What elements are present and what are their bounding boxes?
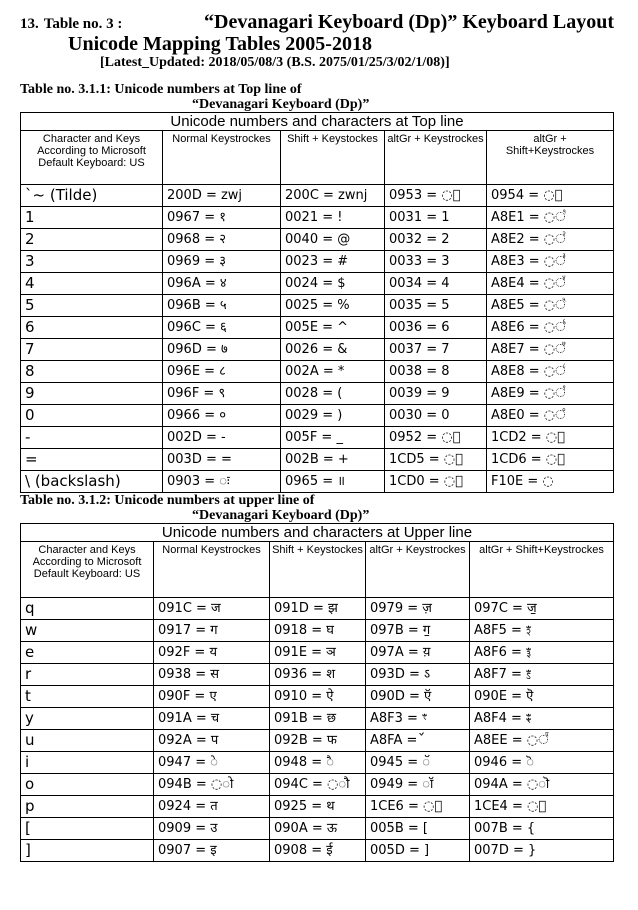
table-row (21, 752, 614, 774)
key-cell: 4 (21, 273, 163, 295)
shift-cell: 0908 = ई (270, 840, 366, 862)
key-cell: 9 (21, 383, 163, 405)
shift-cell: 0936 = श (270, 664, 366, 686)
shift-cell: 094C = ◌ौ (270, 774, 366, 796)
shift-cell: 091E = ञ (270, 642, 366, 664)
normal-cell: 0909 = उ (154, 818, 270, 840)
altgr-shift-cell: A8F5 = ꣵ (470, 620, 614, 642)
normal-cell: 091C = ज (154, 598, 270, 620)
shift-cell: 0925 = थ (270, 796, 366, 818)
table1-caption-line2: “Devanagari Keyboard (Dp)” (192, 97, 370, 112)
table-upper-line (20, 523, 614, 862)
altgr-shift-cell: 1CD2 = ◌᳒ (487, 427, 614, 449)
normal-cell: 0917 = ग (154, 620, 270, 642)
key-cell: 7 (21, 339, 163, 361)
table-row (21, 317, 614, 339)
altgr-shift-cell: 097C = ज॒ (470, 598, 614, 620)
table-row (21, 405, 614, 427)
title-text-line1: “Devanagari Keyboard (Dp)” Keyboard Layout (204, 11, 614, 33)
key-cell: 5 (21, 295, 163, 317)
altgr-shift-cell: F10E = ◌ (487, 471, 614, 493)
altgr-shift-cell: A8E1 = ◌꣡ (487, 207, 614, 229)
document-page (20, 12, 614, 862)
altgr-cell: 1CE6 = ◌᳦ (366, 796, 470, 818)
altgr-cell: 0032 = 2 (385, 229, 487, 251)
key-cell: \ (backslash) (21, 471, 163, 493)
altgr-shift-cell: 1CD6 = ◌᳖ (487, 449, 614, 471)
altgr-cell: 0030 = 0 (385, 405, 487, 427)
normal-cell: 094B = ◌ो (154, 774, 270, 796)
normal-cell: 092F = य (154, 642, 270, 664)
shift-cell: 005F = _ (281, 427, 385, 449)
table2-title: Unicode numbers and characters at Upper line (21, 524, 614, 542)
table-row (21, 774, 614, 796)
shift-cell: 092B = फ (270, 730, 366, 752)
table-row (21, 818, 614, 840)
table-row (21, 251, 614, 273)
table-row (21, 207, 614, 229)
table-row (21, 273, 614, 295)
key-cell: u (21, 730, 154, 752)
normal-cell: 200D = zwj (163, 185, 281, 207)
altgr-cell: 0034 = 4 (385, 273, 487, 295)
altgr-shift-cell: 0946 = ◌ॆ (470, 752, 614, 774)
key-cell: p (21, 796, 154, 818)
table2-caption-line2: “Devanagari Keyboard (Dp)” (192, 508, 370, 523)
shift-cell: 200C = zwnj (281, 185, 385, 207)
altgr-shift-cell: 0954 = ◌॔ (487, 185, 614, 207)
normal-cell: 096F = ९ (163, 383, 281, 405)
altgr-cell: 005B = [ (366, 818, 470, 840)
normal-cell: 0924 = त (154, 796, 270, 818)
altgr-cell: 0036 = 6 (385, 317, 487, 339)
doc-title-line1 (20, 12, 614, 34)
altgr-cell: 097A = य़ (366, 642, 470, 664)
normal-cell: 0938 = स (154, 664, 270, 686)
key-cell: y (21, 708, 154, 730)
table-row (21, 730, 614, 752)
table-row (21, 383, 614, 405)
altgr-shift-cell: A8E9 = ◌꣩ (487, 383, 614, 405)
table1-header-normal: Normal Keystrockes (163, 131, 281, 185)
key-cell: 1 (21, 207, 163, 229)
table1-body (21, 185, 614, 493)
shift-cell: 005E = ^ (281, 317, 385, 339)
table1-header-key: Character and Keys According to Microsoft Default Keyboard: US (21, 131, 163, 185)
normal-cell: 096B = ५ (163, 295, 281, 317)
key-cell: `~ (Tilde) (21, 185, 163, 207)
altgr-cell: 0037 = 7 (385, 339, 487, 361)
title-table-label: Table no. 3 : (43, 16, 123, 32)
key-cell: e (21, 642, 154, 664)
table1-caption-line1: Table no. 3.1.1: Unicode numbers at Top line of (20, 82, 302, 97)
altgr-cell: 0035 = 5 (385, 295, 487, 317)
altgr-shift-cell: A8E4 = ◌꣤ (487, 273, 614, 295)
altgr-shift-cell: A8E8 = ◌꣨ (487, 361, 614, 383)
altgr-shift-cell: 1CE4 = ◌᳤ (470, 796, 614, 818)
altgr-cell: 0039 = 9 (385, 383, 487, 405)
altgr-cell: 093D = ऽ (366, 664, 470, 686)
altgr-shift-cell: 007D = } (470, 840, 614, 862)
altgr-shift-cell: A8E2 = ◌꣢ (487, 229, 614, 251)
title-number: 13. (20, 16, 39, 32)
normal-cell: 0947 = ◌े (154, 752, 270, 774)
shift-cell: 0948 = ◌ै (270, 752, 366, 774)
table2-body (21, 598, 614, 862)
table-row (21, 796, 614, 818)
key-cell: i (21, 752, 154, 774)
altgr-shift-cell: A8F7 = ꣷ (470, 664, 614, 686)
altgr-shift-cell: A8E0 = ◌꣠ (487, 405, 614, 427)
key-cell: 8 (21, 361, 163, 383)
normal-cell: 0966 = ० (163, 405, 281, 427)
table-top-line (20, 112, 614, 493)
normal-cell: 0903 = ◌ः (163, 471, 281, 493)
key-cell: 2 (21, 229, 163, 251)
key-cell: [ (21, 818, 154, 840)
table1-header-altgr-shift: altGr + Shift+Keystrockes (487, 131, 614, 185)
shift-cell: 0965 = ॥ (281, 471, 385, 493)
key-cell: r (21, 664, 154, 686)
altgr-shift-cell: A8E3 = ◌꣣ (487, 251, 614, 273)
table1-header-shift: Shift + Keystockes (281, 131, 385, 185)
normal-cell: 092A = प (154, 730, 270, 752)
shift-cell: 091B = छ (270, 708, 366, 730)
altgr-cell: A8FA = ꣺ (366, 730, 470, 752)
last-updated: [Latest_Updated: 2018/05/08/3 (B.S. 2075/01/25/3/02/1/08)] (100, 55, 450, 70)
altgr-cell: 1CD0 = ◌᳐ (385, 471, 487, 493)
altgr-cell: 0949 = ◌ॉ (366, 774, 470, 796)
altgr-shift-cell: A8F6 = ꣶ (470, 642, 614, 664)
altgr-cell: 0033 = 3 (385, 251, 487, 273)
key-cell: o (21, 774, 154, 796)
doc-title-line2: Unicode Mapping Tables 2005-2018 (68, 33, 372, 55)
altgr-shift-cell: 094A = ◌ॊ (470, 774, 614, 796)
table-row (21, 339, 614, 361)
normal-cell: 0969 = ३ (163, 251, 281, 273)
altgr-cell: 0953 = ◌॓ (385, 185, 487, 207)
table-row (21, 295, 614, 317)
altgr-cell: A8F3 = ꣳ (366, 708, 470, 730)
shift-cell: 0910 = ऐ (270, 686, 366, 708)
table-row (21, 449, 614, 471)
normal-cell: 0968 = २ (163, 229, 281, 251)
altgr-cell: 0979 = ज़ (366, 598, 470, 620)
normal-cell: 090F = ए (154, 686, 270, 708)
shift-cell: 090A = ऊ (270, 818, 366, 840)
table-row (21, 708, 614, 730)
table-row (21, 840, 614, 862)
table2-header-shift: Shift + Keystockes (270, 542, 366, 598)
altgr-cell: 0945 = ◌ॅ (366, 752, 470, 774)
shift-cell: 0021 = ! (281, 207, 385, 229)
key-cell: t (21, 686, 154, 708)
normal-cell: 003D = = (163, 449, 281, 471)
shift-cell: 0040 = @ (281, 229, 385, 251)
table2-header-key: Character and Keys According to Microsoft Default Keyboard: US (21, 542, 154, 598)
normal-cell: 002D = - (163, 427, 281, 449)
altgr-cell: 005D = ] (366, 840, 470, 862)
table-row (21, 185, 614, 207)
normal-cell: 096D = ७ (163, 339, 281, 361)
normal-cell: 096C = ६ (163, 317, 281, 339)
table-row (21, 686, 614, 708)
altgr-cell: 0031 = 1 (385, 207, 487, 229)
table-row (21, 361, 614, 383)
altgr-shift-cell: A8EE = ◌꣮ (470, 730, 614, 752)
shift-cell: 0024 = $ (281, 273, 385, 295)
normal-cell: 0967 = १ (163, 207, 281, 229)
normal-cell: 096E = ८ (163, 361, 281, 383)
shift-cell: 002B = + (281, 449, 385, 471)
altgr-shift-cell: A8E6 = ◌꣦ (487, 317, 614, 339)
table1-title: Unicode numbers and characters at Top line (21, 113, 614, 131)
table2-header-normal: Normal Keystrockes (154, 542, 270, 598)
shift-cell: 091D = झ (270, 598, 366, 620)
shift-cell: 0025 = % (281, 295, 385, 317)
table2-header-altgr-shift: altGr + Shift+Keystrockes (470, 542, 614, 598)
key-cell: w (21, 620, 154, 642)
key-cell: 6 (21, 317, 163, 339)
shift-cell: 0029 = ) (281, 405, 385, 427)
normal-cell: 091A = च (154, 708, 270, 730)
key-cell: ] (21, 840, 154, 862)
table-row (21, 471, 614, 493)
altgr-shift-cell: A8F4 = ꣴ (470, 708, 614, 730)
key-cell: 0 (21, 405, 163, 427)
table2-caption-line1: Table no. 3.1.2: Unicode numbers at upper line of (20, 493, 315, 508)
key-cell: = (21, 449, 163, 471)
key-cell: 3 (21, 251, 163, 273)
shift-cell: 002A = * (281, 361, 385, 383)
shift-cell: 0918 = घ (270, 620, 366, 642)
table-row (21, 620, 614, 642)
altgr-shift-cell: A8E7 = ◌꣧ (487, 339, 614, 361)
table-row (21, 642, 614, 664)
normal-cell: 0907 = इ (154, 840, 270, 862)
normal-cell: 096A = ४ (163, 273, 281, 295)
key-cell: - (21, 427, 163, 449)
altgr-shift-cell: A8E5 = ◌꣥ (487, 295, 614, 317)
altgr-shift-cell: 007B = { (470, 818, 614, 840)
altgr-cell: 0952 = ◌॒ (385, 427, 487, 449)
table-row (21, 229, 614, 251)
shift-cell: 0023 = # (281, 251, 385, 273)
altgr-cell: 0038 = 8 (385, 361, 487, 383)
key-cell: q (21, 598, 154, 620)
altgr-cell: 090D = ऍ (366, 686, 470, 708)
altgr-cell: 1CD5 = ◌᳕ (385, 449, 487, 471)
shift-cell: 0028 = ( (281, 383, 385, 405)
shift-cell: 0026 = & (281, 339, 385, 361)
altgr-cell: 097B = ग॒ (366, 620, 470, 642)
table2-header-altgr: altGr + Keystrockes (366, 542, 470, 598)
table-row (21, 598, 614, 620)
table-row (21, 664, 614, 686)
table1-header-altgr: altGr + Keystrockes (385, 131, 487, 185)
altgr-shift-cell: 090E = ऎ (470, 686, 614, 708)
table-row (21, 427, 614, 449)
